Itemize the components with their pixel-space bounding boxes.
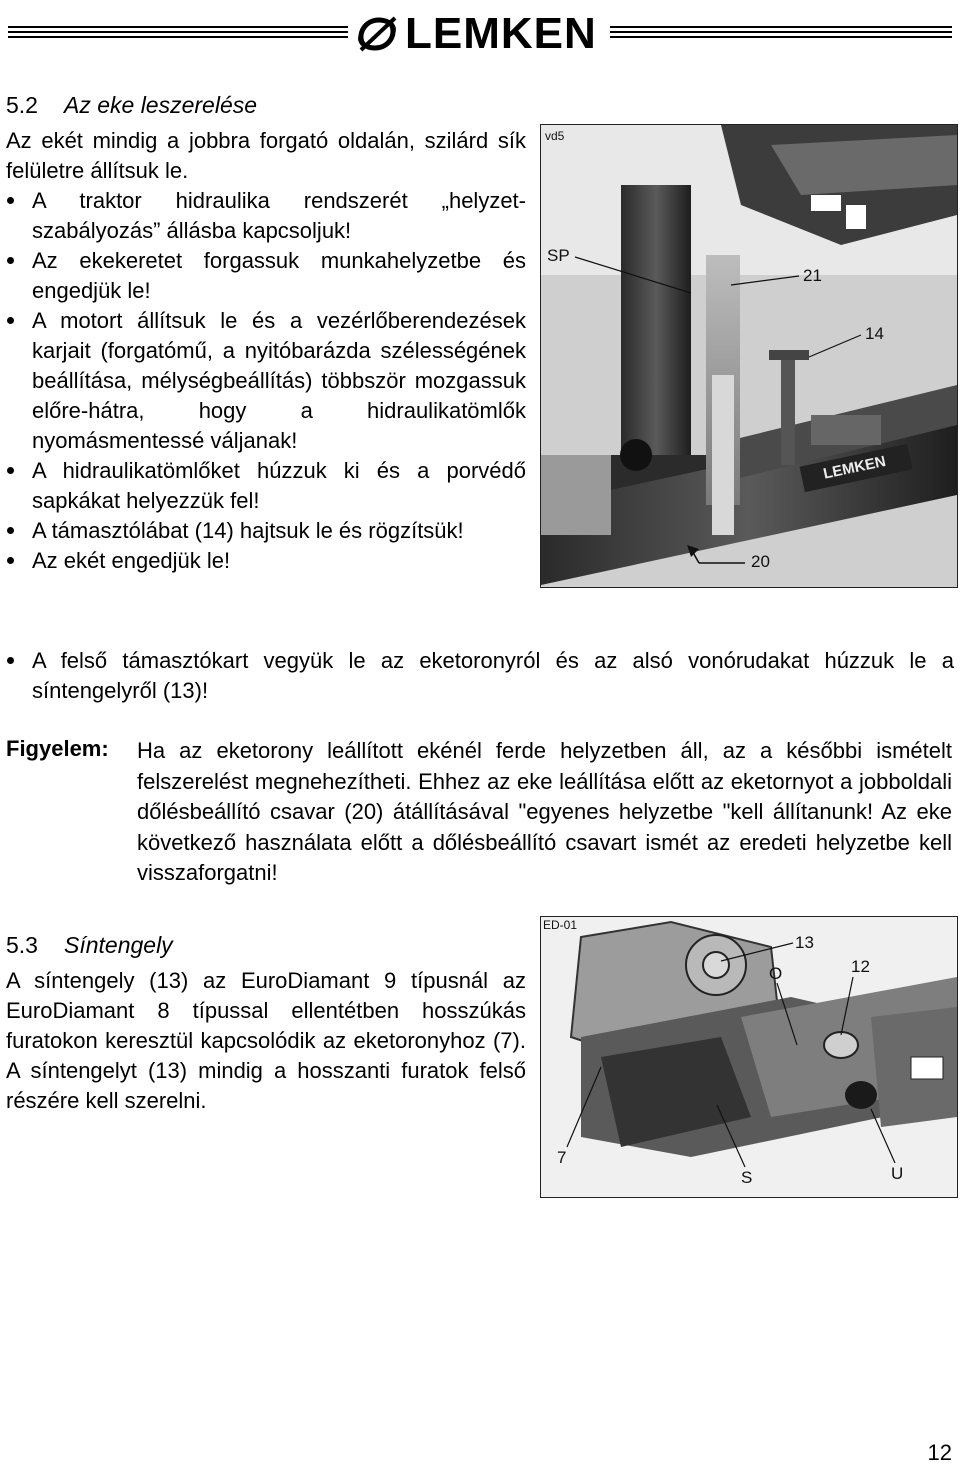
section-title: Az eke leszerelése: [63, 92, 258, 118]
bullet-item: A motort állítsuk le és a vezérlőberendezések karjait (forgatómű, a nyitóbarázda szélességének beállítása, mélységbeállítás) többször mozgassuk előre-hátra, hogy a hidraulikatömlők nyomásmentessé váljanak!: [4, 306, 526, 456]
section-5-2-bullet-list-wide: [4, 646, 954, 706]
note-text: Ha az eketorony leállított ekénél ferde helyzetben áll, az a későbbi ismételt felszerelést megnehezítheti. Ehhez az eke leállítása előtt az eketornyot a jobboldali dőlésbeállító csavar (20) átállításával "egyenes helyzetbe "kell állítanunk! Az eke következő használata előtt a dőlésbeállító csavart ismét az eredeti helyzetbe kell visszaforgatni!: [137, 738, 952, 885]
rail-axle-photo: [540, 916, 958, 1198]
photo-tag: ED-01: [543, 918, 578, 932]
callout-21: 21: [803, 266, 822, 285]
header-rule-left: [8, 26, 348, 42]
callout-u: U: [891, 1164, 904, 1183]
section-5-2-bullet-list-narrow: [4, 186, 526, 576]
plough-headstock-photo: [540, 124, 958, 588]
lemken-logo: [355, 6, 605, 62]
header-rule-right: [610, 26, 952, 42]
section-5-2-intro: Az ekét mindig a jobbra forgató oldalán, szilárd sík felületre állítsuk le.: [6, 128, 526, 183]
section-5-3-body: A síntengely (13) az EuroDiamant 9 típusnál az EuroDiamant 8 típussal ellentétben hosszúkás furatokon keresztül kapcsolódik az eketoronyhoz (7). A síntengelyt (13) mindig a hosszanti furatok felső részére kell szerelni.: [6, 968, 526, 1113]
bullet-item: A hidraulikatömlőket húzzuk ki és a porvédő sapkákat helyezzük fel!: [4, 456, 526, 516]
section-5-3-heading: [6, 932, 173, 959]
callout-14: 14: [865, 324, 884, 343]
bullet-item: Az ekét engedjük le!: [4, 546, 526, 576]
lemken-emblem-icon: [355, 14, 399, 54]
section-number: 5.2: [6, 92, 38, 118]
callout-o: O: [769, 964, 783, 983]
section-title: Síntengely: [63, 932, 173, 958]
callout-12: 12: [851, 957, 870, 976]
callout-13: 13: [795, 933, 814, 952]
frame-brand-label: LEMKEN: [821, 452, 888, 483]
callout-sp: SP: [547, 246, 570, 265]
photo-tag: vd5: [545, 129, 565, 143]
bullet-item: A felső támasztókart vegyük le az eketoronyról és az alsó vonórudakat húzzuk le a síntengelyről (13)!: [4, 646, 954, 706]
page-number: 12: [927, 1440, 952, 1465]
brand-name: LEMKEN: [405, 9, 597, 58]
note-label: Figyelem:: [6, 736, 109, 761]
bullet-item: A traktor hidraulika rendszerét „helyzetszabályozás” állásba kapcsoljuk!: [4, 186, 526, 246]
page-header: [0, 0, 960, 70]
callout-20: 20: [751, 552, 770, 571]
bullet-item: Az ekekeretet forgassuk munkahelyzetbe és engedjük le!: [4, 246, 526, 306]
callout-s: S: [741, 1168, 753, 1187]
bullet-item: A támasztólábat (14) hajtsuk le és rögzítsük!: [4, 516, 526, 546]
section-5-2-heading: [6, 92, 257, 119]
section-number: 5.3: [6, 932, 38, 958]
callout-7: 7: [557, 1148, 567, 1167]
